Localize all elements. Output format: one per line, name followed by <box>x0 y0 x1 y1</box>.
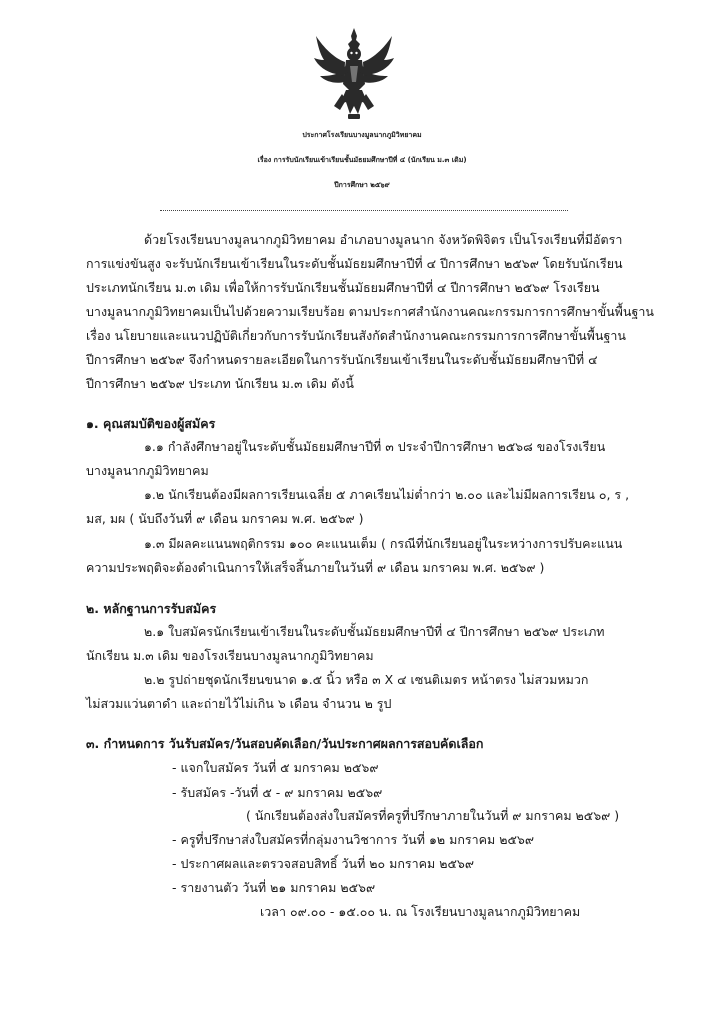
schedule-item: - รับสมัคร -วันที่ ๕ - ๙ มกราคม ๒๕๖๙ <box>172 785 383 800</box>
announcement-subject: เรื่อง การรับนักเรียนเข้าเรียนชั้นมัธยมศึกษาปีที่ ๔ (นักเรียน ม.๓ เดิม) <box>257 156 467 164</box>
schedule-item: - ประกาศผลและตรวจสอบสิทธิ์ วันที่ ๒๐ มกราคม ๒๕๖๙ <box>172 856 475 871</box>
schedule-note: ( นักเรียนต้องส่งใบสมัครที่ครูที่ปรึกษาภายในวันที่ ๙ มกราคม ๒๕๖๙ ) <box>246 808 620 823</box>
divider <box>160 210 568 211</box>
section-line: ๑.๒ นักเรียนต้องมีผลการเรียนเฉลี่ย ๕ ภาคเรียนไม่ต่ำกว่า ๒.๐๐ และไม่มีผลการเรียน ๐, ร , <box>144 487 630 502</box>
intro-line: การแข่งขันสูง จะรับนักเรียนเข้าเรียนในระดับชั้นมัธยมศึกษาปีที่ ๔ ปีการศึกษา ๒๕๖๙ โดยรับนักเรียน <box>86 256 623 271</box>
section-line: มส, มผ ( นับถึงวันที่ ๙ เดือน มกราคม พ.ศ. ๒๕๖๙ ) <box>86 511 364 526</box>
intro-line: เรื่อง นโยบายและแนวปฏิบัติเกี่ยวกับการรับนักเรียนสังกัดสำนักงานคณะกรรมการการศึกษาขั้นพื้นฐาน <box>86 328 626 343</box>
section-line: ๑.๓ มีผลคะแนนพฤติกรรม ๑๐๐ คะแนนเต็ม ( กรณีที่นักเรียนอยู่ในระหว่างการปรับคะแนน <box>144 536 623 551</box>
schedule-item: - แจกใบสมัคร วันที่ ๕ มกราคม ๒๕๖๙ <box>172 760 379 775</box>
section-line: บางมูลนากภูมิวิทยาคม <box>86 463 209 478</box>
academic-year: ปีการศึกษา ๒๕๖๙ <box>334 181 390 189</box>
schedule-note: เวลา ๐๙.๐๐ - ๑๕.๐๐ น. ณ โรงเรียนบางมูลนากภูมิวิทยาคม <box>260 904 581 919</box>
garuda-emblem <box>312 26 396 122</box>
schedule-item: - ครูที่ปรึกษาส่งใบสมัครที่กลุ่มงานวิชาการ วันที่ ๑๒ มกราคม ๒๕๖๙ <box>172 832 534 847</box>
section-heading: ๓. กำหนดการ วันรับสมัคร/วันสอบคัดเลือก/วันประกาศผลการสอบคัดเลือก <box>86 736 484 751</box>
section-line: ๑.๑ กำลังศึกษาอยู่ในระดับชั้นมัธยมศึกษาปีที่ ๓ ประจำปีการศึกษา ๒๕๖๘ ของโรงเรียน <box>144 439 606 454</box>
intro-line: บางมูลนากภูมิวิทยาคมเป็นไปด้วยความเรียบร้อย ตามประกาศสำนักงานคณะกรรมการการศึกษาขั้นพื้นฐาน <box>86 304 654 319</box>
section-heading: ๑. คุณสมบัติของผู้สมัคร <box>86 416 216 431</box>
announcement-title: ประกาศโรงเรียนบางมูลนากภูมิวิทยาคม <box>302 131 422 139</box>
section-line: ความประพฤติจะต้องดำเนินการให้เสร็จสิ้นภายในวันที่ ๙ เดือน มกราคม พ.ศ. ๒๕๖๙ ) <box>86 560 545 575</box>
section-line: ๒.๒ รูปถ่ายชุดนักเรียนขนาด ๑.๕ นิ้ว หรือ ๓ X ๔ เซนติเมตร หน้าตรง ไม่สวมหมวก <box>144 672 589 687</box>
section-line: ไม่สวมแว่นตาดำ และถ่ายไว้ไม่เกิน ๖ เดือน จำนวน ๒ รูป <box>86 696 392 711</box>
schedule-item: - รายงานตัว วันที่ ๒๑ มกราคม ๒๕๖๙ <box>172 880 376 895</box>
section-line: ๒.๑ ใบสมัครนักเรียนเข้าเรียนในระดับชั้นมัธยมศึกษาปีที่ ๔ ปีการศึกษา ๒๕๖๙ ประเภท <box>144 624 605 639</box>
intro-line: ปีการศึกษา ๒๕๖๙ จึงกำหนดรายละเอียดในการรับนักเรียนเข้าเรียนในระดับชั้นมัธยมศึกษาปีที่ ๔ <box>86 352 598 367</box>
intro-line: ด้วยโรงเรียนบางมูลนากภูมิวิทยาคม อำเภอบางมูลนาก จังหวัดพิจิตร เป็นโรงเรียนที่มีอัตรา <box>144 232 623 247</box>
intro-line: ประเภทนักเรียน ม.๓ เดิม เพื่อให้การรับนักเรียนชั้นมัธยมศึกษาปีที่ ๔ ปีการศึกษา ๒๕๖๙ โรงเรียน <box>86 280 600 295</box>
section-line: นักเรียน ม.๓ เดิม ของโรงเรียนบางมูลนากภูมิวิทยาคม <box>86 648 374 663</box>
section-heading: ๒. หลักฐานการรับสมัคร <box>86 601 217 616</box>
intro-line: ปีการศึกษา ๒๕๖๙ ประเภท นักเรียน ม.๓ เดิม ดังนี้ <box>86 376 354 391</box>
